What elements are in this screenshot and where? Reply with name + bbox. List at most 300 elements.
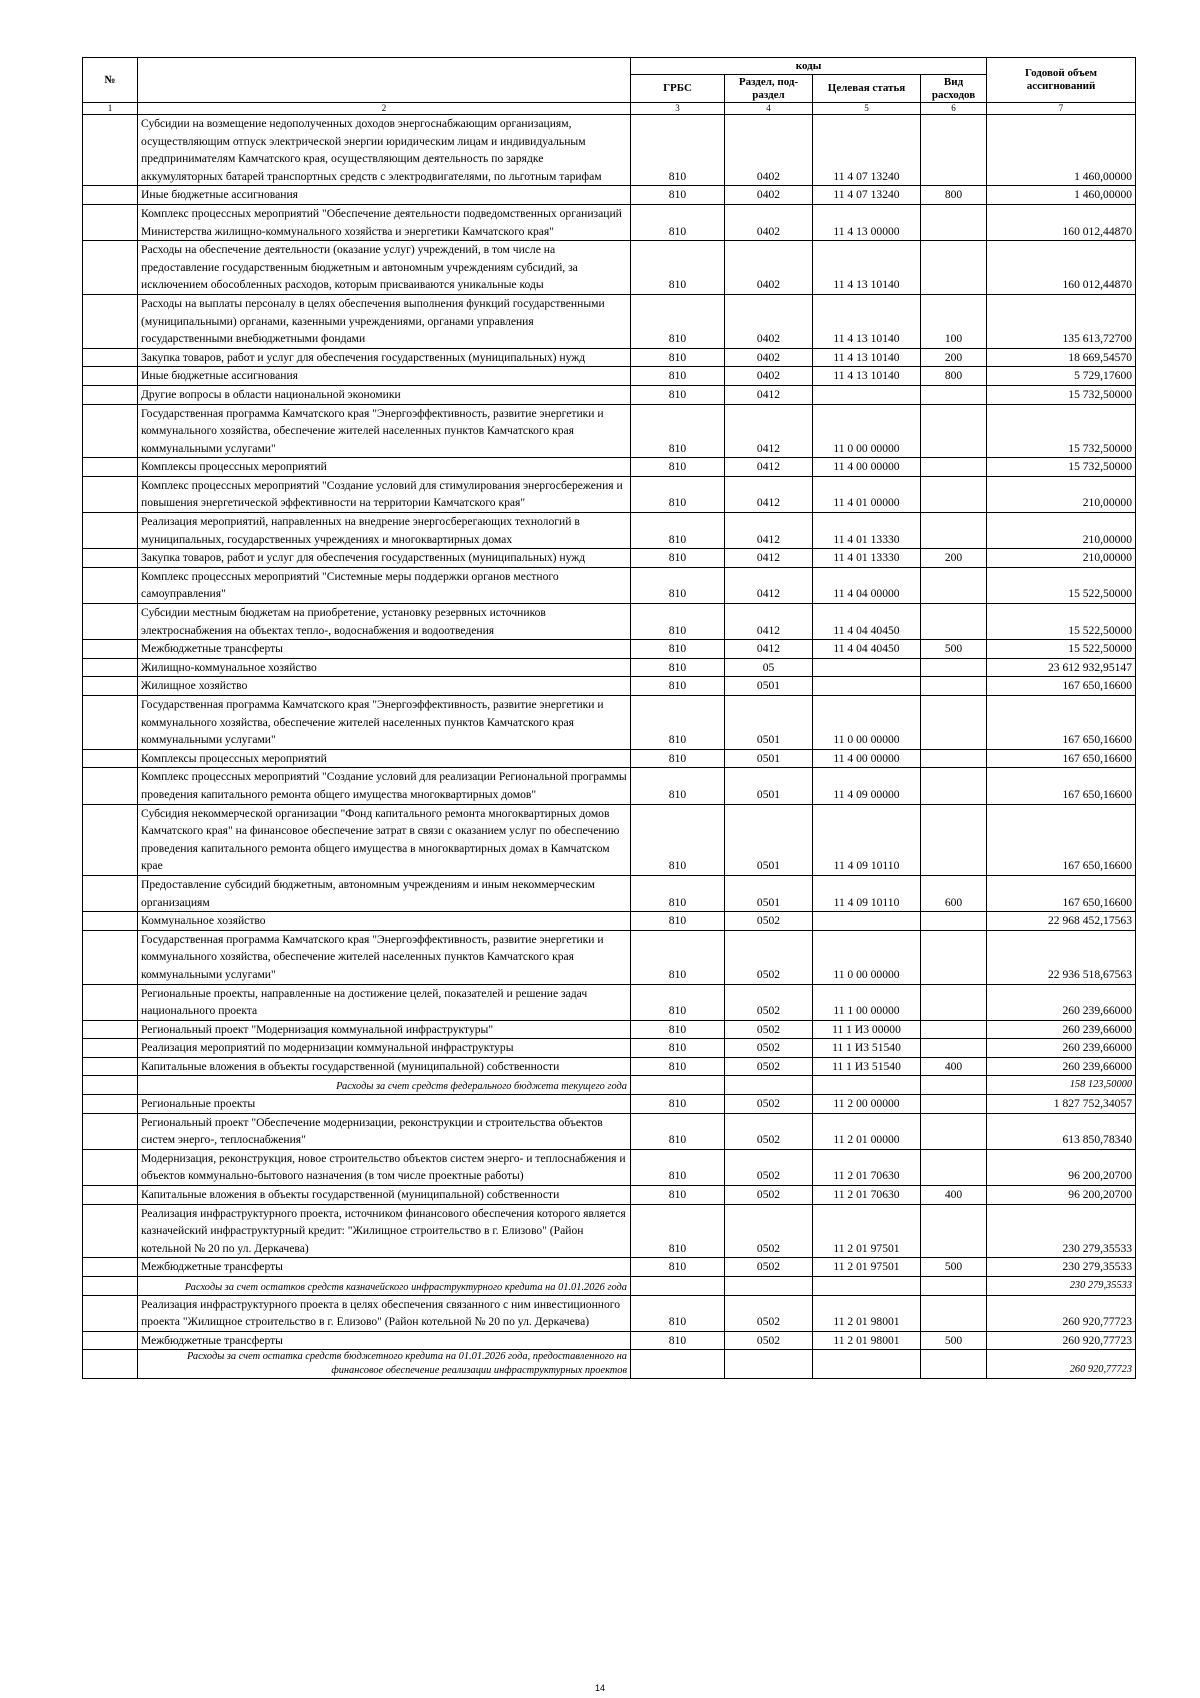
row-amount-cell: 1 460,00000 — [987, 115, 1136, 186]
row-section-cell: 05 — [725, 658, 813, 677]
row-grbs-cell: 810 — [631, 875, 725, 911]
row-section-cell: 0402 — [725, 367, 813, 386]
row-expense-type-cell — [921, 1113, 987, 1149]
row-number-cell — [83, 749, 138, 768]
row-amount-cell: 210,00000 — [987, 549, 1136, 568]
row-expense-type-cell — [921, 567, 987, 603]
row-section-cell: 0412 — [725, 385, 813, 404]
row-section-cell: 0412 — [725, 604, 813, 640]
row-grbs-cell: 810 — [631, 1095, 725, 1114]
row-number-cell — [83, 1057, 138, 1076]
table-row — [83, 567, 1136, 603]
row-target-article-cell: 11 4 13 10140 — [813, 241, 921, 295]
table-row — [83, 1095, 1136, 1114]
budget-table-page — [82, 57, 1135, 1379]
row-number-cell — [83, 1295, 138, 1331]
row-number-cell — [83, 604, 138, 640]
row-amount-cell: 96 200,20700 — [987, 1186, 1136, 1205]
row-grbs-cell: 810 — [631, 204, 725, 240]
row-section-cell: 0502 — [725, 1258, 813, 1277]
row-number-cell — [83, 1149, 138, 1185]
table-row — [83, 749, 1136, 768]
table-header — [83, 58, 1136, 115]
row-target-article-cell: 11 4 07 13240 — [813, 115, 921, 186]
row-target-article-cell: 11 0 00 00000 — [813, 930, 921, 984]
row-name-cell: Межбюджетные трансферты — [138, 1331, 631, 1350]
row-amount-cell: 15 732,50000 — [987, 385, 1136, 404]
row-grbs-cell: 810 — [631, 186, 725, 205]
row-amount-cell: 160 012,44870 — [987, 241, 1136, 295]
row-grbs-cell: 810 — [631, 348, 725, 367]
row-amount-cell: 167 650,16600 — [987, 804, 1136, 875]
row-grbs-cell: 810 — [631, 1204, 725, 1258]
row-amount-cell: 230 279,35533 — [987, 1258, 1136, 1277]
row-expense-type-cell — [921, 513, 987, 549]
row-number-cell — [83, 348, 138, 367]
row-target-article-cell: 11 2 01 98001 — [813, 1295, 921, 1331]
row-name-cell: Субсидии местным бюджетам на приобретение, установку резервных источников электроснабжения на объектах тепло-, водоснабжения и водоотведения — [138, 604, 631, 640]
row-name-cell: Расходы на выплаты персоналу в целях обеспечения выполнения функций государственными (муниципальными) органами, казенными учреждениями, органами управления государственными внебюджетными фондами — [138, 294, 631, 348]
table-row-note — [83, 1076, 1136, 1095]
table-row — [83, 115, 1136, 186]
row-expense-type-cell — [921, 1076, 987, 1095]
row-amount-cell: 260 920,77723 — [987, 1350, 1136, 1379]
table-row — [83, 804, 1136, 875]
header-razdel: Раздел, под-раздел — [725, 75, 813, 103]
table-row — [83, 1204, 1136, 1258]
row-section-cell: 0502 — [725, 1095, 813, 1114]
row-target-article-cell: 11 4 00 00000 — [813, 749, 921, 768]
table-row — [83, 294, 1136, 348]
row-expense-type-cell — [921, 749, 987, 768]
row-expense-type-cell — [921, 912, 987, 931]
row-expense-type-cell — [921, 476, 987, 512]
row-name-cell: Иные бюджетные ассигнования — [138, 186, 631, 205]
row-number-cell — [83, 1277, 138, 1296]
table-row — [83, 513, 1136, 549]
table-row-note — [83, 1350, 1136, 1379]
row-section-cell: 0501 — [725, 768, 813, 804]
row-amount-cell: 167 650,16600 — [987, 768, 1136, 804]
row-name-cell: Коммунальное хозяйство — [138, 912, 631, 931]
row-target-article-cell: 11 4 04 00000 — [813, 567, 921, 603]
row-expense-type-cell — [921, 1020, 987, 1039]
row-target-article-cell: 11 4 13 00000 — [813, 204, 921, 240]
row-name-cell: Комплекс процессных мероприятий "Системные меры поддержки органов местного самоуправления" — [138, 567, 631, 603]
table-row — [83, 1258, 1136, 1277]
row-name-cell: Закупка товаров, работ и услуг для обеспечения государственных (муниципальных) нужд — [138, 549, 631, 568]
row-expense-type-cell: 500 — [921, 640, 987, 659]
row-name-cell: Межбюджетные трансферты — [138, 640, 631, 659]
row-expense-type-cell — [921, 768, 987, 804]
row-amount-cell: 1 460,00000 — [987, 186, 1136, 205]
row-number-cell — [83, 404, 138, 458]
row-number-cell — [83, 1350, 138, 1379]
row-target-article-cell — [813, 1350, 921, 1379]
row-expense-type-cell — [921, 930, 987, 984]
row-expense-type-cell — [921, 385, 987, 404]
column-number: 6 — [921, 103, 987, 115]
row-amount-cell: 22 936 518,67563 — [987, 930, 1136, 984]
row-target-article-cell: 11 4 01 00000 — [813, 476, 921, 512]
row-grbs-cell: 810 — [631, 1039, 725, 1058]
row-amount-cell: 260 239,66000 — [987, 1057, 1136, 1076]
row-grbs-cell: 810 — [631, 912, 725, 931]
row-target-article-cell: 11 2 01 70630 — [813, 1186, 921, 1205]
column-number: 4 — [725, 103, 813, 115]
row-amount-cell: 23 612 932,95147 — [987, 658, 1136, 677]
row-number-cell — [83, 186, 138, 205]
table-row — [83, 912, 1136, 931]
row-section-cell: 0502 — [725, 1295, 813, 1331]
row-grbs-cell: 810 — [631, 930, 725, 984]
row-amount-cell: 260 920,77723 — [987, 1295, 1136, 1331]
table-row — [83, 1149, 1136, 1185]
row-name-cell: Капитальные вложения в объекты государственной (муниципальной) собственности — [138, 1057, 631, 1076]
row-name-cell: Региональный проект "Обеспечение модернизации, реконструкции и строительства объектов систем энерго-, теплоснабжения" — [138, 1113, 631, 1149]
row-name-cell: Комплекс процессных мероприятий "Создание условий для реализации Региональной программы проведения капитального ремонта общего имущества многоквартирных домов" — [138, 768, 631, 804]
row-name-cell: Комплексы процессных мероприятий — [138, 749, 631, 768]
row-grbs-cell: 810 — [631, 476, 725, 512]
row-section-cell: 0502 — [725, 1186, 813, 1205]
row-amount-cell: 260 239,66000 — [987, 984, 1136, 1020]
row-number-cell — [83, 458, 138, 477]
row-target-article-cell: 11 2 01 98001 — [813, 1331, 921, 1350]
header-expense-type: Вид расходов — [921, 75, 987, 103]
header-grbs: ГРБС — [631, 75, 725, 103]
row-expense-type-cell: 400 — [921, 1186, 987, 1205]
row-amount-cell: 135 613,72700 — [987, 294, 1136, 348]
row-target-article-cell — [813, 658, 921, 677]
row-target-article-cell: 11 1 И3 51540 — [813, 1057, 921, 1076]
row-grbs-cell: 810 — [631, 1258, 725, 1277]
row-number-cell — [83, 912, 138, 931]
table-row — [83, 1057, 1136, 1076]
row-name-cell: Расходы за счет остатков средств казначейского инфраструктурного кредита на 01.01.2026 года — [138, 1277, 631, 1296]
table-row — [83, 1186, 1136, 1205]
column-number: 3 — [631, 103, 725, 115]
row-expense-type-cell — [921, 241, 987, 295]
table-row — [83, 768, 1136, 804]
row-target-article-cell: 11 4 01 13330 — [813, 513, 921, 549]
row-expense-type-cell — [921, 1039, 987, 1058]
row-grbs-cell: 810 — [631, 640, 725, 659]
table-row — [83, 875, 1136, 911]
row-grbs-cell: 810 — [631, 458, 725, 477]
row-section-cell — [725, 1076, 813, 1095]
row-grbs-cell: 810 — [631, 404, 725, 458]
row-grbs-cell: 810 — [631, 367, 725, 386]
row-amount-cell: 230 279,35533 — [987, 1277, 1136, 1296]
row-name-cell: Комплекс процессных мероприятий "Обеспечение деятельности подведомственных организаций Министерства жилищно-коммунального хозяйства и энергетики Камчатского края" — [138, 204, 631, 240]
row-section-cell: 0402 — [725, 115, 813, 186]
row-name-cell: Реализация инфраструктурного проекта в целях обеспечения связанного с ним инвестиционного проекта "Жилищное строительство в г. Елизово" (Район котельной № 20 по ул. Деркачева) — [138, 1295, 631, 1331]
row-expense-type-cell — [921, 115, 987, 186]
row-expense-type-cell — [921, 1350, 987, 1379]
row-section-cell: 0402 — [725, 348, 813, 367]
row-number-cell — [83, 677, 138, 696]
row-number-cell — [83, 476, 138, 512]
row-expense-type-cell: 500 — [921, 1331, 987, 1350]
row-name-cell: Жилищное хозяйство — [138, 677, 631, 696]
row-section-cell: 0502 — [725, 1113, 813, 1149]
row-expense-type-cell: 800 — [921, 186, 987, 205]
row-target-article-cell: 11 1 И3 00000 — [813, 1020, 921, 1039]
table-row — [83, 696, 1136, 750]
row-amount-cell: 160 012,44870 — [987, 204, 1136, 240]
row-section-cell: 0402 — [725, 186, 813, 205]
table-row — [83, 404, 1136, 458]
row-grbs-cell: 810 — [631, 241, 725, 295]
table-row — [83, 677, 1136, 696]
row-section-cell: 0502 — [725, 1149, 813, 1185]
row-name-cell: Закупка товаров, работ и услуг для обеспечения государственных (муниципальных) нужд — [138, 348, 631, 367]
row-number-cell — [83, 640, 138, 659]
row-expense-type-cell: 200 — [921, 348, 987, 367]
table-row — [83, 367, 1136, 386]
row-target-article-cell: 11 0 00 00000 — [813, 696, 921, 750]
row-grbs-cell: 810 — [631, 1331, 725, 1350]
row-number-cell — [83, 1186, 138, 1205]
row-amount-cell: 210,00000 — [987, 513, 1136, 549]
row-grbs-cell: 810 — [631, 984, 725, 1020]
row-name-cell: Расходы за счет остатка средств бюджетного кредита на 01.01.2026 года, предоставленного на финансовое обеспечение реализации инфраструктурных проектов — [138, 1350, 631, 1379]
table-row — [83, 604, 1136, 640]
row-amount-cell: 260 239,66000 — [987, 1039, 1136, 1058]
row-target-article-cell — [813, 385, 921, 404]
row-section-cell — [725, 1350, 813, 1379]
row-section-cell: 0502 — [725, 1039, 813, 1058]
row-grbs-cell: 810 — [631, 768, 725, 804]
row-name-cell: Иные бюджетные ассигнования — [138, 367, 631, 386]
table-body — [83, 115, 1136, 1379]
row-section-cell: 0502 — [725, 1204, 813, 1258]
table-row — [83, 241, 1136, 295]
row-number-cell — [83, 1039, 138, 1058]
row-name-cell: Другие вопросы в области национальной экономики — [138, 385, 631, 404]
row-grbs-cell: 810 — [631, 1295, 725, 1331]
row-section-cell: 0502 — [725, 1020, 813, 1039]
row-target-article-cell: 11 4 00 00000 — [813, 458, 921, 477]
row-expense-type-cell — [921, 1204, 987, 1258]
budget-allocation-table — [82, 57, 1136, 1379]
page-number: 14 — [594, 1683, 605, 1693]
row-name-cell: Модернизация, реконструкция, новое строительство объектов систем энерго- и теплоснабжения и объектов коммунально-бытового назначения (в том числе проектные работы) — [138, 1149, 631, 1185]
row-target-article-cell: 11 2 01 70630 — [813, 1149, 921, 1185]
row-section-cell — [725, 1277, 813, 1296]
row-name-cell: Расходы на обеспечение деятельности (оказание услуг) учреждений, в том числе на предоставление государственным бюджетным и автономным учреждениям субсидий, за исключением обособленных расходов, которым присваиваются уникальные коды — [138, 241, 631, 295]
table-row — [83, 930, 1136, 984]
row-number-cell — [83, 241, 138, 295]
row-section-cell: 0412 — [725, 404, 813, 458]
row-amount-cell: 260 920,77723 — [987, 1331, 1136, 1350]
row-number-cell — [83, 115, 138, 186]
row-number-cell — [83, 549, 138, 568]
header-name — [138, 58, 631, 103]
row-number-cell — [83, 1331, 138, 1350]
row-target-article-cell: 11 4 09 10110 — [813, 804, 921, 875]
row-expense-type-cell — [921, 404, 987, 458]
table-row — [83, 385, 1136, 404]
row-grbs-cell: 810 — [631, 604, 725, 640]
row-expense-type-cell — [921, 984, 987, 1020]
table-row — [83, 549, 1136, 568]
row-number-cell — [83, 1095, 138, 1114]
table-row — [83, 458, 1136, 477]
row-target-article-cell — [813, 1076, 921, 1095]
row-name-cell: Реализация инфраструктурного проекта, источником финансового обеспечения которого является казначейский инфраструктурный кредит: "Жилищное строительство в г. Елизово" (Район котельной № 20 по ул. Деркачева) — [138, 1204, 631, 1258]
row-grbs-cell: 810 — [631, 513, 725, 549]
row-number-cell — [83, 930, 138, 984]
row-name-cell: Реализация мероприятий, направленных на внедрение энергосберегающих технологий в муниципальных, государственных учреждениях и многоквартирных домах — [138, 513, 631, 549]
row-target-article-cell — [813, 912, 921, 931]
row-amount-cell: 167 650,16600 — [987, 749, 1136, 768]
row-expense-type-cell — [921, 1295, 987, 1331]
row-number-cell — [83, 1113, 138, 1149]
row-grbs-cell: 810 — [631, 804, 725, 875]
row-name-cell: Капитальные вложения в объекты государственной (муниципальной) собственности — [138, 1186, 631, 1205]
row-section-cell: 0412 — [725, 458, 813, 477]
row-grbs-cell: 810 — [631, 1186, 725, 1205]
table-row — [83, 640, 1136, 659]
row-target-article-cell: 11 1 И3 51540 — [813, 1039, 921, 1058]
row-target-article-cell: 11 4 09 10110 — [813, 875, 921, 911]
row-section-cell: 0501 — [725, 804, 813, 875]
row-amount-cell: 158 123,50000 — [987, 1076, 1136, 1095]
row-number-cell — [83, 1076, 138, 1095]
row-number-cell — [83, 658, 138, 677]
row-section-cell: 0501 — [725, 875, 813, 911]
row-number-cell — [83, 513, 138, 549]
row-target-article-cell: 11 4 09 00000 — [813, 768, 921, 804]
row-target-article-cell: 11 4 13 10140 — [813, 367, 921, 386]
row-grbs-cell: 810 — [631, 1020, 725, 1039]
row-grbs-cell: 810 — [631, 385, 725, 404]
row-amount-cell: 167 650,16600 — [987, 677, 1136, 696]
row-amount-cell: 96 200,20700 — [987, 1149, 1136, 1185]
row-name-cell: Расходы за счет средств федерального бюджета текущего года — [138, 1076, 631, 1095]
row-target-article-cell: 11 0 00 00000 — [813, 404, 921, 458]
row-number-cell — [83, 696, 138, 750]
row-amount-cell: 230 279,35533 — [987, 1204, 1136, 1258]
row-target-article-cell: 11 4 13 10140 — [813, 294, 921, 348]
row-name-cell: Жилищно-коммунальное хозяйство — [138, 658, 631, 677]
row-expense-type-cell: 200 — [921, 549, 987, 568]
row-expense-type-cell — [921, 804, 987, 875]
column-number: 5 — [813, 103, 921, 115]
row-expense-type-cell — [921, 458, 987, 477]
table-row — [83, 204, 1136, 240]
row-expense-type-cell — [921, 1277, 987, 1296]
row-grbs-cell: 810 — [631, 696, 725, 750]
column-number: 7 — [987, 103, 1136, 115]
row-name-cell: Региональные проекты — [138, 1095, 631, 1114]
row-target-article-cell: 11 2 00 00000 — [813, 1095, 921, 1114]
row-grbs-cell: 810 — [631, 1149, 725, 1185]
row-name-cell: Межбюджетные трансферты — [138, 1258, 631, 1277]
row-amount-cell: 167 650,16600 — [987, 696, 1136, 750]
row-section-cell: 0412 — [725, 513, 813, 549]
row-name-cell: Комплекс процессных мероприятий "Создание условий для стимулирования энергосбережения и повышения энергетической эффективности на территории Камчатского края" — [138, 476, 631, 512]
table-row — [83, 658, 1136, 677]
row-expense-type-cell — [921, 204, 987, 240]
row-expense-type-cell — [921, 658, 987, 677]
row-target-article-cell: 11 2 01 97501 — [813, 1258, 921, 1277]
row-expense-type-cell — [921, 604, 987, 640]
row-expense-type-cell: 100 — [921, 294, 987, 348]
row-expense-type-cell — [921, 1149, 987, 1185]
row-number-cell — [83, 385, 138, 404]
row-target-article-cell: 11 2 01 97501 — [813, 1204, 921, 1258]
row-number-cell — [83, 984, 138, 1020]
row-name-cell: Субсидии на возмещение недополученных доходов энергоснабжающим организациям, осуществляющим отпуск электрической энергии юридическим лицам и индивидуальным предпринимателям Камчатского края, осуществляющим деятельность по зарядке аккумуляторных батарей транспортных средств с электродвигателями, по льготным тарифам — [138, 115, 631, 186]
row-number-cell — [83, 768, 138, 804]
row-name-cell: Комплексы процессных мероприятий — [138, 458, 631, 477]
row-section-cell: 0402 — [725, 294, 813, 348]
row-target-article-cell: 11 4 07 13240 — [813, 186, 921, 205]
row-grbs-cell: 810 — [631, 294, 725, 348]
row-target-article-cell: 11 1 00 00000 — [813, 984, 921, 1020]
header-target-article: Целевая статья — [813, 75, 921, 103]
row-grbs-cell: 810 — [631, 115, 725, 186]
row-grbs-cell: 810 — [631, 749, 725, 768]
row-target-article-cell: 11 4 13 10140 — [813, 348, 921, 367]
row-target-article-cell: 11 4 04 40450 — [813, 604, 921, 640]
row-expense-type-cell — [921, 696, 987, 750]
row-number-cell — [83, 1258, 138, 1277]
table-row — [83, 1020, 1136, 1039]
table-row — [83, 186, 1136, 205]
row-section-cell: 0412 — [725, 549, 813, 568]
row-amount-cell: 210,00000 — [987, 476, 1136, 512]
row-amount-cell: 1 827 752,34057 — [987, 1095, 1136, 1114]
row-grbs-cell: 810 — [631, 549, 725, 568]
row-name-cell: Субсидия некоммерческой организации "Фонд капитального ремонта многоквартирных домов Камчатского края" на финансовое обеспечение затрат в связи с оказанием услуг по обеспечению проведения капитального ремонта общего имущества в многоквартирных домах в Камчатском крае — [138, 804, 631, 875]
table-row — [83, 1113, 1136, 1149]
row-target-article-cell: 11 4 01 13330 — [813, 549, 921, 568]
header-codes: коды — [631, 58, 987, 75]
row-target-article-cell: 11 4 04 40450 — [813, 640, 921, 659]
row-grbs-cell: 810 — [631, 658, 725, 677]
row-expense-type-cell: 400 — [921, 1057, 987, 1076]
header-num: № — [83, 58, 138, 103]
row-amount-cell: 22 968 452,17563 — [987, 912, 1136, 931]
row-section-cell: 0502 — [725, 984, 813, 1020]
row-grbs-cell: 810 — [631, 1057, 725, 1076]
table-row — [83, 1039, 1136, 1058]
row-name-cell: Государственная программа Камчатского края "Энергоэффективность, развитие энергетики и коммунального хозяйства, обеспечение жителей населенных пунктов Камчатского края коммунальными услугами" — [138, 404, 631, 458]
row-grbs-cell: 810 — [631, 677, 725, 696]
row-amount-cell: 167 650,16600 — [987, 875, 1136, 911]
row-section-cell: 0412 — [725, 640, 813, 659]
table-row — [83, 984, 1136, 1020]
row-expense-type-cell — [921, 677, 987, 696]
row-section-cell: 0501 — [725, 677, 813, 696]
row-amount-cell: 5 729,17600 — [987, 367, 1136, 386]
row-expense-type-cell: 500 — [921, 1258, 987, 1277]
row-target-article-cell: 11 2 01 00000 — [813, 1113, 921, 1149]
row-grbs-cell — [631, 1277, 725, 1296]
row-name-cell: Государственная программа Камчатского края "Энергоэффективность, развитие энергетики и коммунального хозяйства, обеспечение жителей населенных пунктов Камчатского края коммунальными услугами" — [138, 930, 631, 984]
row-amount-cell: 15 732,50000 — [987, 458, 1136, 477]
row-target-article-cell — [813, 1277, 921, 1296]
row-section-cell: 0501 — [725, 749, 813, 768]
row-amount-cell: 15 522,50000 — [987, 640, 1136, 659]
row-number-cell — [83, 567, 138, 603]
row-section-cell: 0502 — [725, 912, 813, 931]
row-number-cell — [83, 204, 138, 240]
row-amount-cell: 15 522,50000 — [987, 604, 1136, 640]
